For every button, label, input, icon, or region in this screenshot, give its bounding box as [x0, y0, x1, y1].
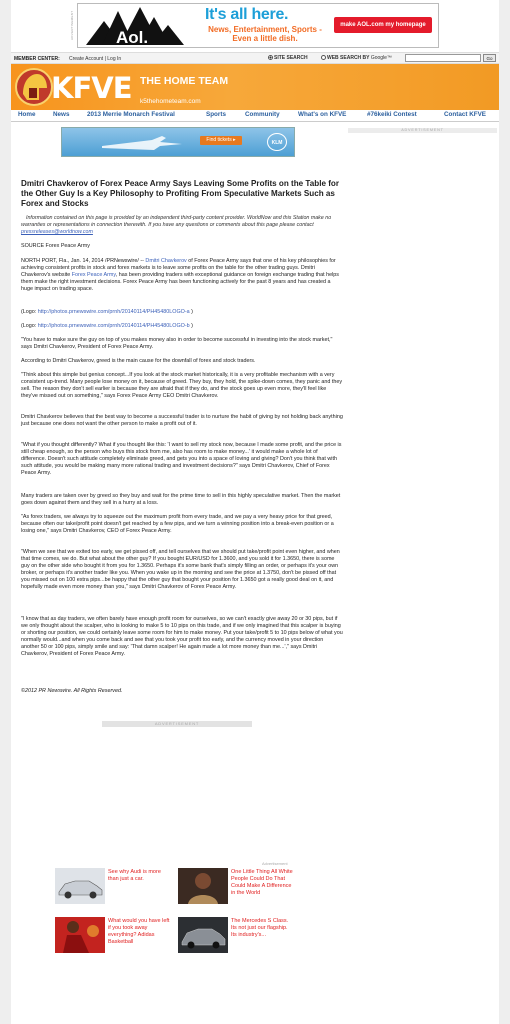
intro-text-c: , has been providing traders with exceptional guidance on foreign exchange trading that helps them make the right investment decisions. Forex Peace Army has been functioning actively for the past 8 years and has created a huge impact on trading space.	[21, 272, 339, 292]
aol-logo-text: Aol.	[116, 28, 149, 47]
paragraph-6: "What if you thought differently? What if you thought like this: 'I want to sell my stock now, because I made some profit, and the price is still cheap enough, so the person who buys this stock from me, also has room to make money...' it would make a whole lot of difference. Doesn't such attitude completely eliminate greed, and gets you into a space of loving and giving? Don't you think that with such attitude, you would be making many more rational trading and investment decisions?" says Dmitri Chavkerov, Chief of Forex Peace Army.	[21, 442, 342, 476]
tagline-title: THE HOME TEAM	[140, 75, 229, 87]
plane-icon	[62, 128, 296, 158]
airline-banner-ad[interactable]	[61, 127, 295, 157]
paragraph-3: According to Dmitri Chavkerov, greed is the main cause for the downfall of forex and stock traders.	[21, 358, 256, 364]
disclaimer	[21, 215, 343, 236]
nav-item-whats-on[interactable]: What's on KFVE	[298, 111, 347, 118]
klm-logo: KLM	[267, 133, 287, 151]
paragraph-10: "I know that as day traders, we often barely have enough profit room for ourselves, so we can't exactly give away 20 or 30 pips, but if we only thought about the scalper, who is looking to make 5 to 10 pips on this trade, and if we only imagined that this scalper is buying or shorting our position, we could certainly leave some room for him to make money. Put your take/profit 5 to 10 pips below of what you normally would...and when you come back and see that you took your profit too early, and the currency moved in your direction another 50 or 100 pips, simply smile and say: 'That damn scalper! He again made a lot more money than me...'," says Dmitri Chavkerov, President of Forex Peace Army.	[21, 616, 343, 657]
station-logo[interactable]: KFVE	[51, 71, 132, 105]
tagline-url[interactable]: k5thehometeam.com	[140, 98, 201, 105]
nav-item-contact[interactable]: Contact KFVE	[444, 111, 486, 118]
intro-text-a: NORTH PORT, Fla., Jan. 14, 2014 /PRNewswire/ --	[21, 258, 146, 264]
find-tickets-button[interactable]: Find tickets ▸	[200, 136, 242, 145]
aol-banner-ad[interactable]	[77, 3, 439, 48]
member-center-bar	[11, 53, 499, 64]
forex-peace-army-link[interactable]: Forex Peace Army	[71, 272, 116, 278]
bottom-advertisement-label: ADVERTISEMENT	[102, 721, 252, 727]
nav-item-sports[interactable]: Sports	[206, 111, 226, 118]
promo-adidas-text[interactable]: What would you have left if you took away everything? Adidas Basketball	[108, 918, 170, 945]
site-search-label: SITE SEARCH	[274, 55, 308, 61]
logo-line-b	[21, 323, 343, 330]
paragraph-9: "When we see that we exited too early, we get pissed off, and tell ourselves that we should put take/profit point even higher, and when that time comes, we do. But what about the other guy? If you bought EUR/USD for 1.3600, and you sold it for 1.3650, there is some guy on the other side who bought it from you for 1.3650. Perhaps it's some bank that's simply filling an order, or perhaps it's your own broker, or perhaps it's another trader like you. When you wake up in the morning and see the price at 1.3750, don't be pissed off that you missed out on 100 extra pips...be happy that the other guy that bought your position for 1.3650 got a really good deal on it, and hopefully made even more money than you," says Dmitri Chavkerov of Forex Peace Army.	[21, 549, 340, 590]
member-center-label: MEMBER CENTER:	[14, 56, 60, 62]
web-search-option[interactable]	[321, 55, 392, 61]
nav-item-keiki-contest[interactable]: #76keiki Contest	[367, 111, 417, 118]
paragraph-4: "Think about this simple but genius concept...If you look at the stock market historically, it is a very profitable mechanism with a very consistent up-trend. Many people lose money on it, because of greed. They buy, they hold, the spike-down comes, they panic and they sell. The reason they don't sell earlier is because they are afraid that if they do, and the stock goes up even more, they'll feel like they've missed out on something," says Forex Peace Army CEO Dmitri Chavkerov.	[21, 372, 343, 399]
go-button[interactable]: Go	[483, 54, 496, 62]
account-links[interactable]: Create Account | Log In	[69, 56, 122, 62]
logo-a-end: )	[189, 309, 193, 315]
paragraph-2: "You have to make sure the guy on top of you makes money also in order to become successful in investing into the stock market," says Dmitri Chavkerov, President of Forex Peace Army.	[21, 337, 333, 350]
top-ad-area	[11, 0, 499, 53]
right-advertisement-label: ADVERTISEMENT	[348, 128, 497, 133]
audi-car-image	[55, 868, 105, 904]
promo-advertisement-label: Advertisement	[262, 861, 288, 866]
article-title: Dmitri Chavkerov of Forex Peace Army Says Leaving Some Profits on the Table for the Other Guy Is a Key Philosophy to Profiting From Speculative Markets Such as Forex and Stocks	[21, 179, 339, 208]
nav-item-community[interactable]: Community	[245, 111, 280, 118]
aol-subline: News, Entertainment, Sports - Even a little dish.	[208, 25, 322, 43]
promo-mercedes-text[interactable]: The Mercedes S Class. Its not just our flagship. Its industry's...	[231, 918, 289, 938]
web-search-label: WEB SEARCH BY	[327, 55, 370, 61]
warrior-helmet-icon	[17, 70, 51, 104]
article-source: SOURCE Forex Peace Army	[21, 243, 90, 249]
nav-item-merrie-monarch[interactable]: 2013 Merrie Monarch Festival	[87, 111, 175, 118]
intro-text-b: of Forex Peace Army says that one of his key philosophies for achieving consistent profits in stock and forex markets is to leave some profits on the table for the other trading guys. Dmitri Chavkerov's website	[21, 258, 336, 278]
nav-item-news[interactable]: News	[53, 111, 70, 118]
disclaimer-text: Information contained on this page is provided by an independent third-party content provider. WorldNow and this Station make no warranties or representations in connection therewith. If you have any questions or comments about this page please contact	[21, 215, 332, 228]
station-emblem[interactable]	[15, 68, 53, 106]
web-search-radio[interactable]	[321, 55, 326, 60]
site-header	[11, 64, 499, 110]
main-nav	[11, 110, 499, 122]
paragraph-5: Dmitri Chavkerov believes that the best way to become a successful trader is to nurture the habit of giving by not holding back anything just because one does not want the other person to make a profit out of it.	[21, 414, 343, 427]
search-input[interactable]	[405, 54, 481, 62]
logo-b-link[interactable]: http://photos.prnewswire.com/prnh/20140114/PH45480LOGO-b	[37, 323, 190, 329]
page	[11, 0, 499, 1024]
google-logo: Google™	[370, 55, 392, 61]
logo-line-a	[21, 309, 343, 316]
logo-a-label: (Logo:	[21, 309, 38, 315]
nav-item-home[interactable]: Home	[18, 111, 36, 118]
promo-adidas[interactable]	[55, 917, 170, 953]
paragraph-8: "As forex traders, we always try to squeeze out the maximum profit from every trade, and we pay a very heavy price for that greed, because often our take/profit point doesn't get reached by a few pips, and we turn a winning position into a break-even position or a losing one," says Dmitri Chavkerov, CEO of Forex Peace Army.	[21, 514, 334, 534]
aol-homepage-button[interactable]: make AOL.com my homepage	[334, 17, 432, 33]
aol-headline: It's all here.	[205, 6, 289, 23]
paragraph-7: Many traders are taken over by greed so they buy and wait for the prime time to sell in this highly speculative market. Then the market goes down against them and they sell in a hurry at a loss.	[21, 493, 341, 506]
dmitri-chavkerov-link[interactable]: Dmitri Chavkerov	[145, 258, 187, 264]
advertisement-label: ADVERTISEMENT	[70, 10, 74, 40]
site-search-option[interactable]	[268, 55, 308, 61]
promo-white-people-text[interactable]: One Little Thing All White People Could Do That Could Make A Difference in the World	[231, 869, 293, 896]
press-email-link[interactable]: pressreleases@worldnow.com	[21, 229, 93, 235]
mercedes-car-image	[178, 917, 228, 953]
basketball-player-image	[55, 917, 105, 953]
logo-b-end: )	[189, 323, 193, 329]
promo-audi-text[interactable]: See why Audi is more than just a car.	[108, 869, 161, 882]
aol-logo	[82, 5, 194, 47]
site-search-radio[interactable]	[268, 55, 273, 60]
paragraph-intro	[21, 258, 343, 293]
copyright: ©2012 PR Newswire. All Rights Reserved.	[21, 688, 123, 694]
promo-mercedes[interactable]	[178, 917, 288, 953]
woman-portrait-image	[178, 868, 228, 904]
logo-b-label: (Logo:	[21, 323, 38, 329]
logo-a-link[interactable]: http://photos.prnewswire.com/prnh/20140114/PH45480LOGO-a	[37, 309, 190, 315]
promo-white-people[interactable]	[178, 868, 293, 904]
promo-audi[interactable]	[55, 868, 165, 904]
